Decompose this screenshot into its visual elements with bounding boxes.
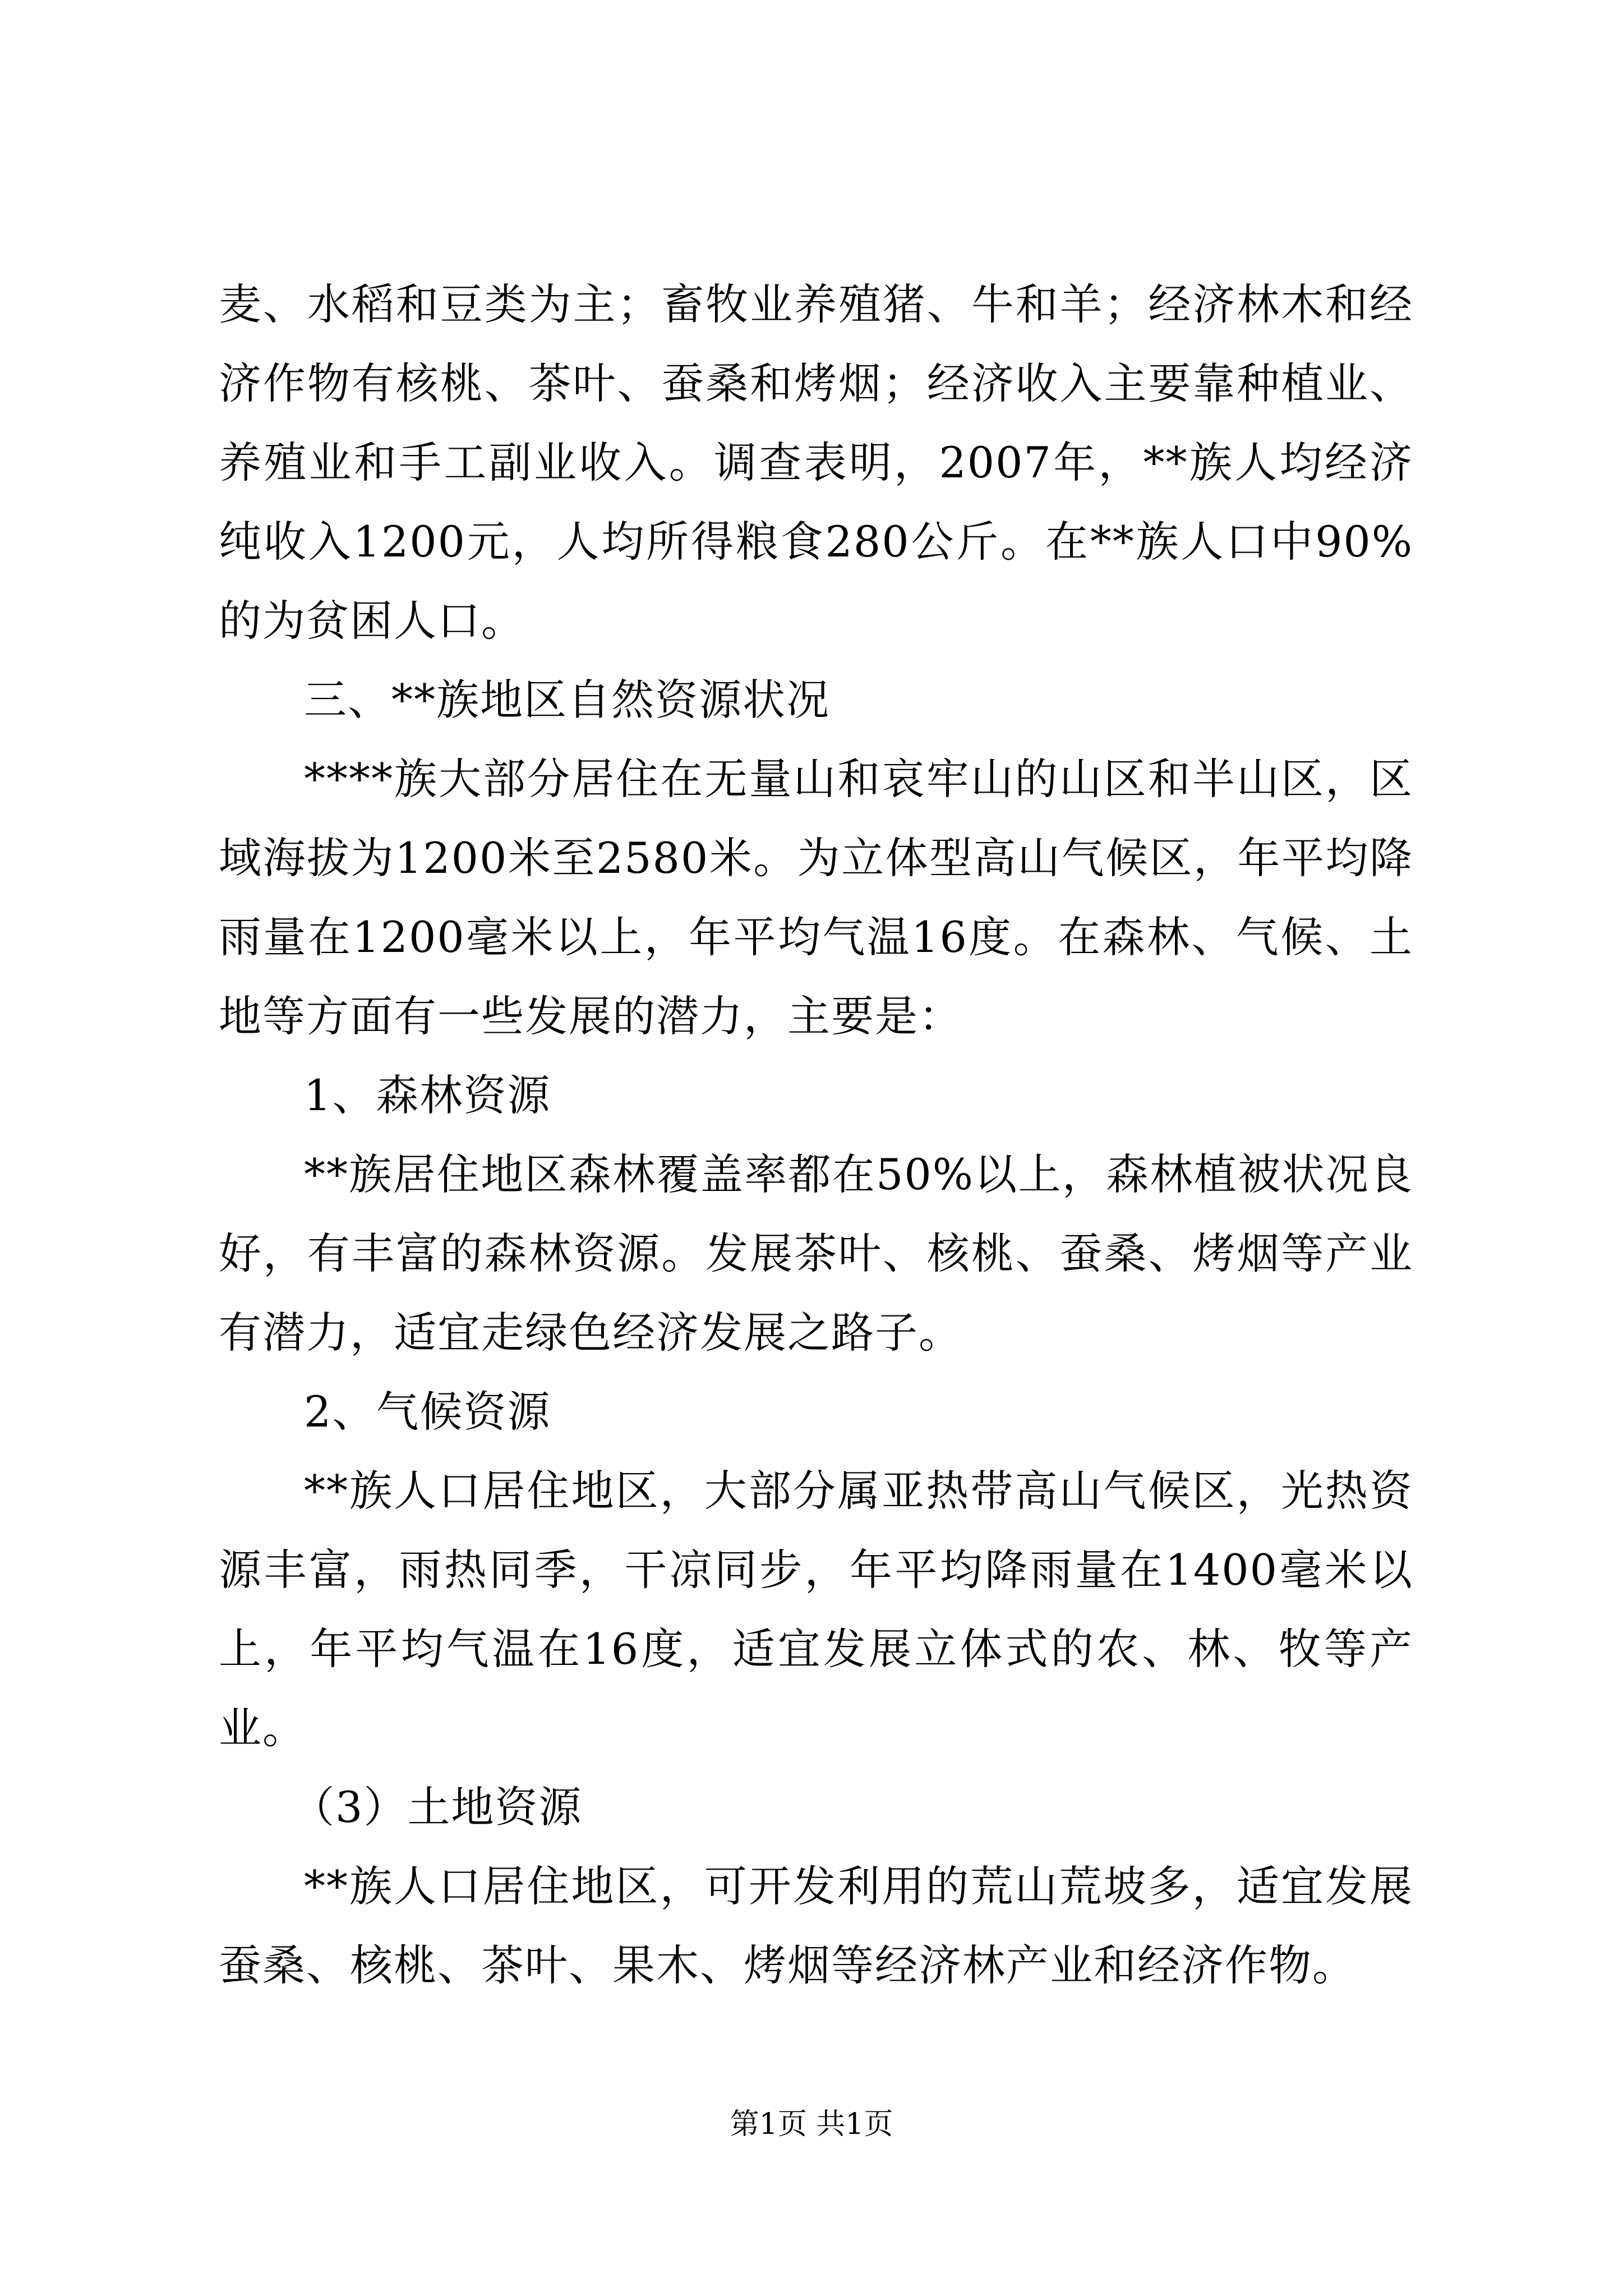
paragraph-continuation: 麦、水稻和豆类为主；畜牧业养殖猪、牛和羊；经济林木和经济作物有核桃、茶叶、蚕桑和烤烟；经济收入主要靠种植业、养殖业和手工副业收入。调查表明，2007年，**族人均经济纯收入1200元，人均所得粮食280公斤。在**族人口中90%的为贫困人口。 bbox=[219, 279, 1413, 646]
subheading-land-resources: （3）土地资源 bbox=[292, 1782, 583, 1832]
page-footer: 第1页 共1页 bbox=[730, 2108, 893, 2141]
paragraph-forest: **族居住地区森林覆盖率都在50%以上，森林植被状况良好，有丰富的森林资源。发展茶叶、核桃、蚕桑、烤烟等产业有潜力，适宜走绿色经济发展之路子。 bbox=[219, 1149, 1413, 1358]
section-heading-natural-resources: 三、**族地区自然资源状况 bbox=[304, 675, 830, 725]
document-body bbox=[219, 265, 1413, 2005]
paragraph-climate: **族人口居住地区，大部分属亚热带高山气候区，光热资源丰富，雨热同季，干凉同步，年平均降雨量在1400毫米以上，年平均气温在16度，适宜发展立体式的农、林、牧等产业。 bbox=[219, 1466, 1413, 1753]
paragraph-geography: ****族大部分居住在无量山和哀牢山的山区和半山区，区域海拔为1200米至2580米。为立体型高山气候区，年平均降雨量在1200毫米以上，年平均气温16度。在森林、气候、土地等方面有一些发展的潜力，主要是： bbox=[219, 754, 1413, 1041]
paragraph-land: **族人口居住地区，可开发利用的荒山荒坡多，适宜发展蚕桑、核桃、茶叶、果木、烤烟等经济林产业和经济作物。 bbox=[219, 1861, 1413, 1990]
subheading-climate-resources: 2、气候资源 bbox=[304, 1387, 551, 1437]
subheading-forest-resources: 1、森林资源 bbox=[304, 1070, 551, 1120]
